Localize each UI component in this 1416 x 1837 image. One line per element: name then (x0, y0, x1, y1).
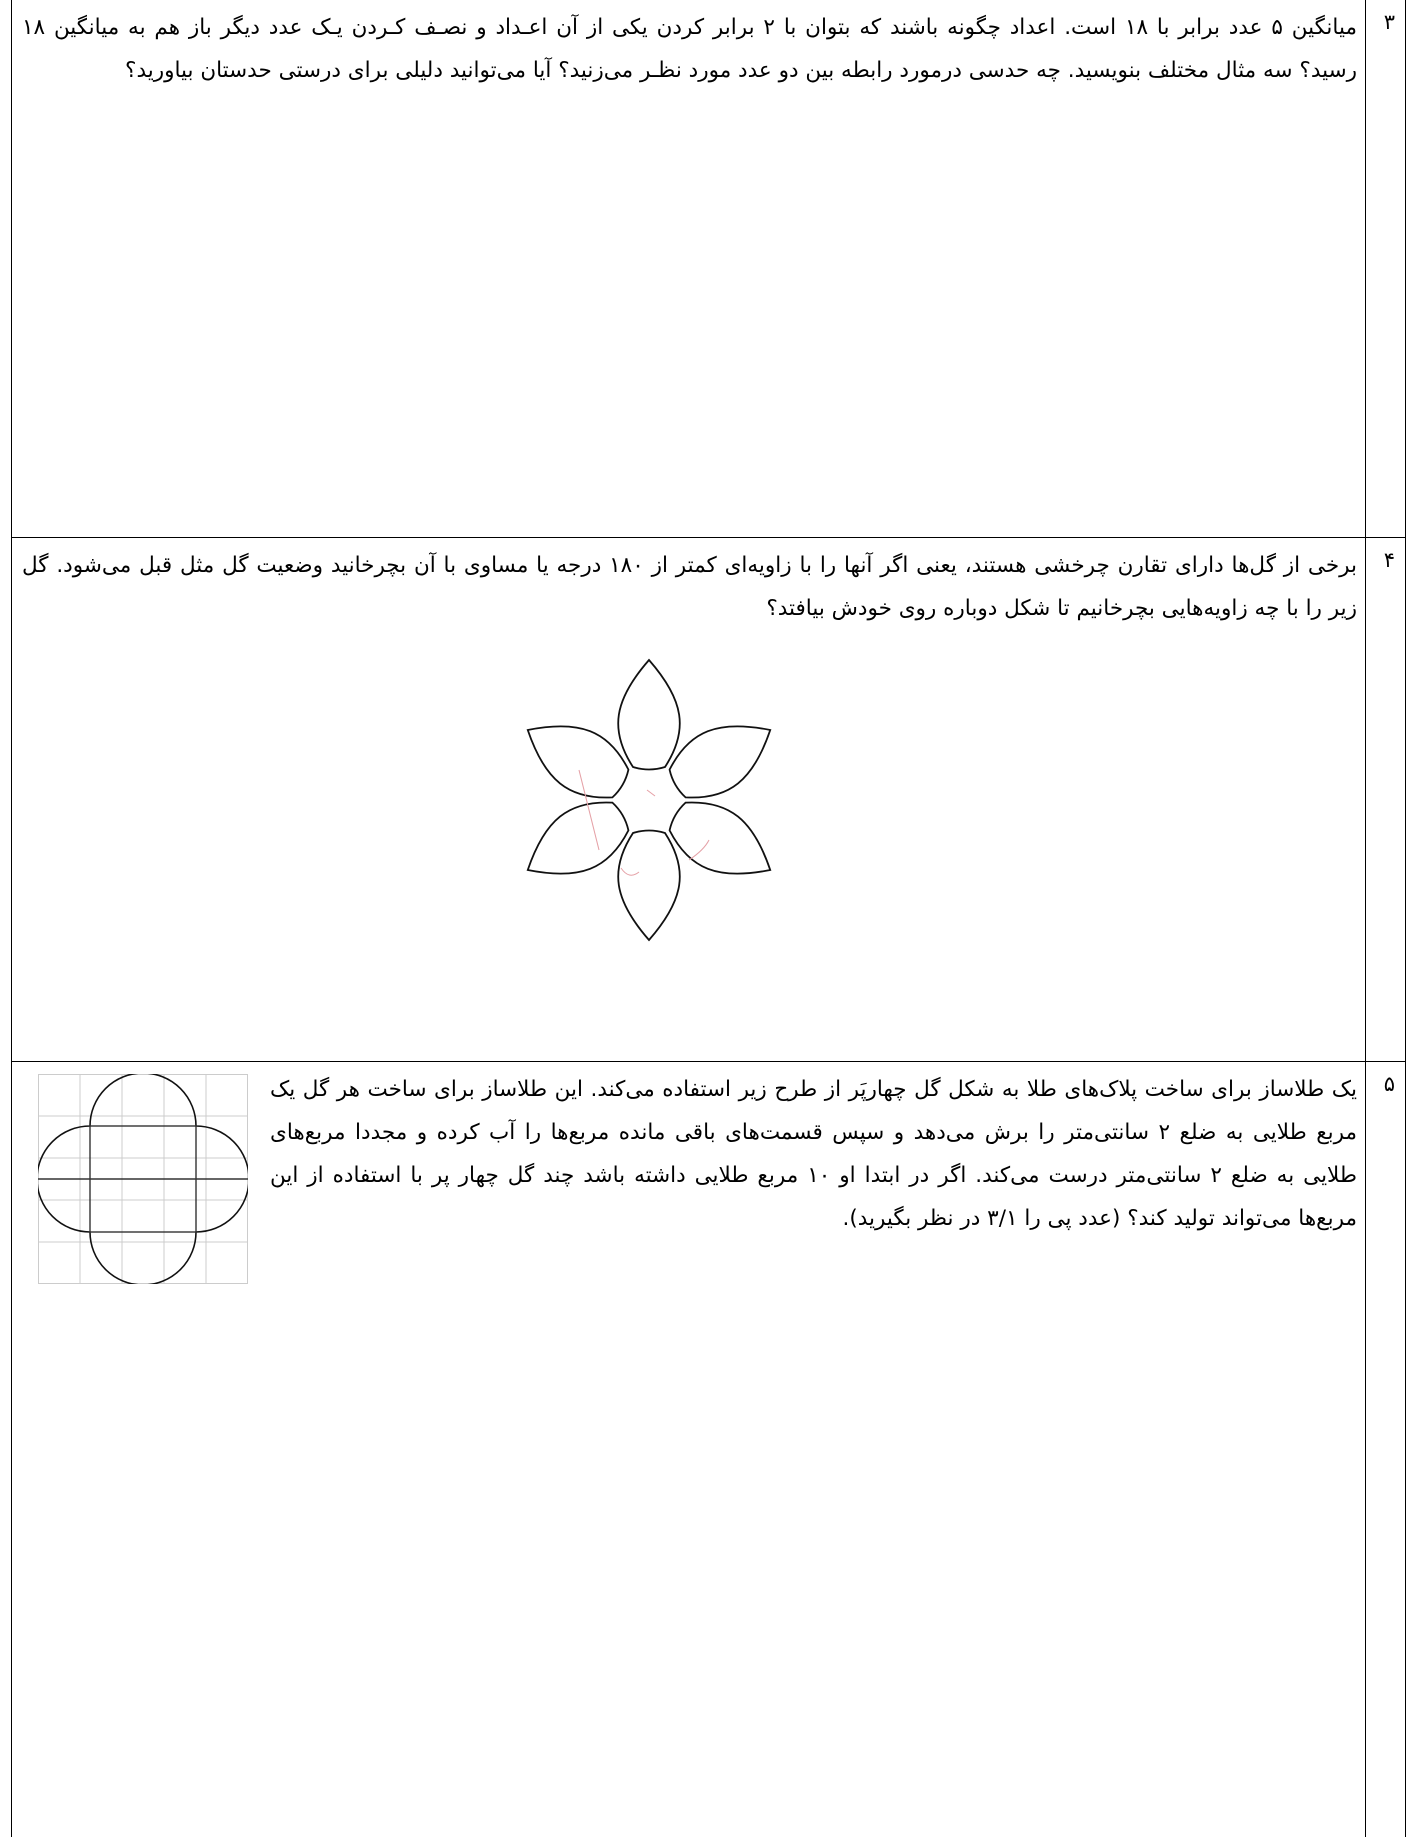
four-petal-flower-grid-icon (38, 1074, 248, 1284)
question-row-3 (12, 0, 1405, 538)
question-number-cell (1365, 538, 1405, 1061)
question-text: یک طلاساز برای ساخت پلاک‌های طلا به شکل گل چهارپَر از طرح زیر استفاده می‌کند. این طلاساز برای ساخت هر گل یک مربع طلایی به ضلع ۲ سانتی‌متر را برش می‌دهد و سپس قسمت‌های باقی مانده مربع‌ها را آب کرده و مجددا مربع‌های طلایی به ضلع ۲ سانتی‌متر درست می‌کند. اگر در ابتدا او ۱۰ مربع طلایی داشته باشد چند گل چهار پر با استفاده از این مربع‌ها می‌تواند تولید کند؟ (عدد پی را ۳/۱ در نظر بگیرید). (270, 1077, 1357, 1231)
question-number-cell (1365, 0, 1405, 537)
question-number-cell (1365, 1062, 1405, 1837)
question-text: میانگین ۵ عدد برابر با ۱۸ است. اعداد چگونه باشند که بتوان با ۲ برابر کردن یکی از آن اعـداد و نصـف کـردن یـک عدد دیگر باز هم به میانگین ۱۸ رسید؟ سه مثال مختلف بنویسید. چه حدسی درمورد رابطه بین دو عدد مورد نظـر می‌زنید؟ آیا می‌توانید دلیلی برای درستی حدستان بیاورید؟ (22, 15, 1357, 83)
question-number: ۴ (1383, 548, 1395, 572)
question-number: ۳ (1383, 10, 1395, 34)
question-text: برخی از گل‌ها دارای تقارن چرخشی هستند، یعنی اگر آنها را با زاویه‌ای کمتر از ۱۸۰ درجه یا مساوی با آن بچرخانید وضعیت گل مثل قبل می‌شود. گل زیر را با چه زاویه‌هایی بچرخانیم تا شکل دوباره روی خودش بیافتد؟ (22, 553, 1357, 621)
question-row-5 (12, 1062, 1405, 1837)
sketch-marks (579, 770, 709, 875)
six-petal-flower-icon (514, 650, 784, 950)
worksheet-table (11, 0, 1406, 1837)
flower-petals (514, 660, 784, 940)
question-row-4 (12, 538, 1405, 1062)
question-number: ۵ (1383, 1072, 1395, 1096)
inner-square (38, 1126, 248, 1232)
